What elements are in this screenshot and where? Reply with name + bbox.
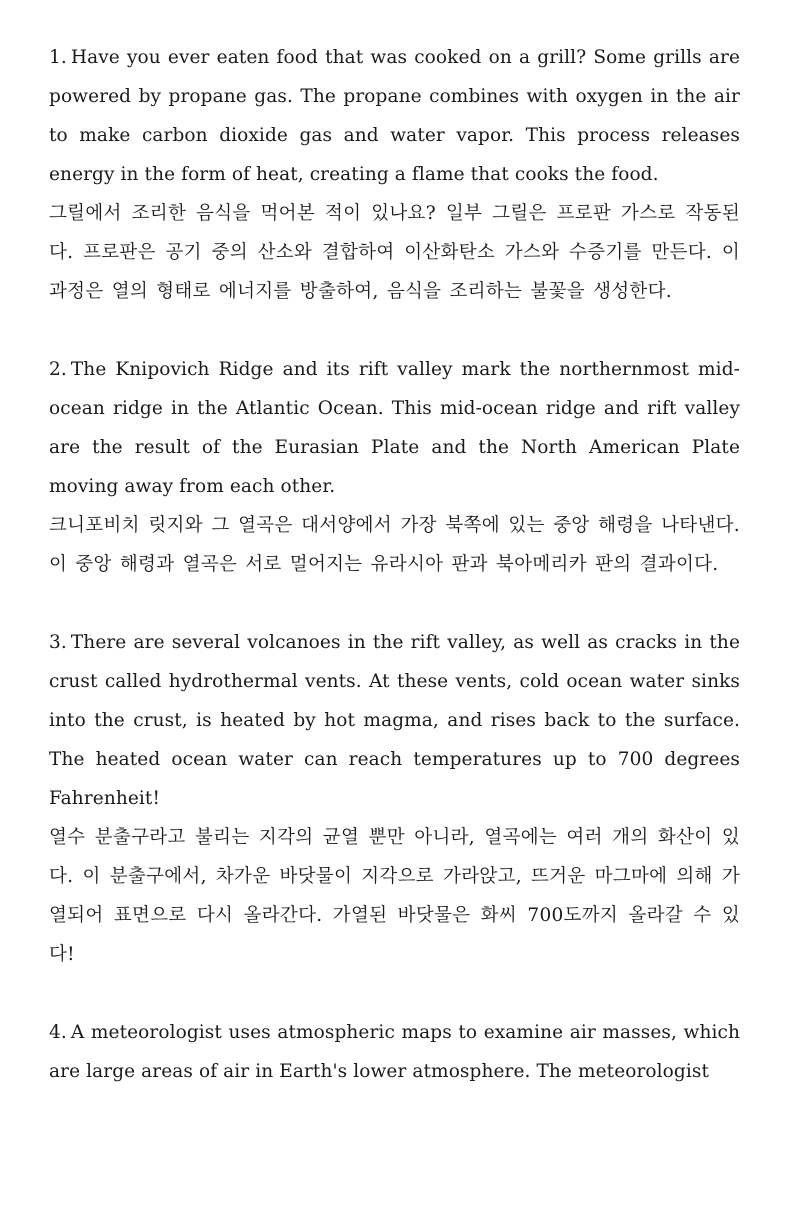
english-text: The Knipovich Ridge and its rift valley mark the northernmost mid-ocean ridge in the Atlantic Ocean. This mid-ocean ridge and rift valley are the result of the Eurasian Plate and the North American Plate moving away from each other. bbox=[49, 359, 740, 497]
section-4 bbox=[49, 1013, 740, 1091]
english-text: A meteorologist uses atmospheric maps to examine air masses, which are large areas of air in Earth's lower atmosphere. The meteorologist bbox=[49, 1022, 740, 1082]
section-3-korean: 열수 분출구라고 불리는 지각의 균열 뿐만 아니라, 열곡에는 여러 개의 화산이 있다. 이 분출구에서, 차가운 바닷물이 지각으로 가라앉고, 뜨거운 마그마에 의해 가열되어 표면으로 다시 올라간다. 가열된 바닷물은 화씨 700도까지 올라갈 수 있다! bbox=[49, 827, 740, 965]
section-2 bbox=[49, 350, 740, 584]
section-1 bbox=[49, 38, 740, 311]
section-number: 1. bbox=[49, 47, 67, 68]
section-number: 3. bbox=[49, 632, 67, 653]
section-3 bbox=[49, 623, 740, 974]
section-3-english bbox=[49, 623, 740, 818]
section-2-korean: 크니포비치 릿지와 그 열곡은 대서양에서 가장 북쪽에 있는 중앙 해령을 나타낸다. 이 중앙 해령과 열곡은 서로 멀어지는 유라시아 판과 북아메리카 판의 결과이다. bbox=[49, 515, 740, 575]
section-1-english bbox=[49, 38, 740, 194]
section-number: 4. bbox=[49, 1022, 67, 1043]
section-1-korean: 그릴에서 조리한 음식을 먹어본 적이 있나요? 일부 그릴은 프로판 가스로 작동된다. 프로판은 공기 중의 산소와 결합하여 이산화탄소 가스와 수증기를 만든다. 이 과정은 열의 형태로 에너지를 방출하여, 음식을 조리하는 불꽃을 생성한다. bbox=[49, 203, 740, 302]
section-4-english bbox=[49, 1013, 740, 1091]
english-text: There are several volcanoes in the rift valley, as well as cracks in the crust called hydrothermal vents. At these vents, cold ocean water sinks into the crust, is heated by hot magma, and rises back to the surface. The heated ocean water can reach temperatures up to 700 degrees Fahrenheit! bbox=[49, 632, 740, 809]
section-2-english bbox=[49, 350, 740, 506]
section-number: 2. bbox=[49, 359, 67, 380]
english-text: Have you ever eaten food that was cooked on a grill? Some grills are powered by propane gas. The propane combines with oxygen in the air to make carbon dioxide gas and water vapor. This process releases energy in the form of heat, creating a flame that cooks the food. bbox=[49, 47, 740, 185]
document-page bbox=[49, 38, 740, 1130]
